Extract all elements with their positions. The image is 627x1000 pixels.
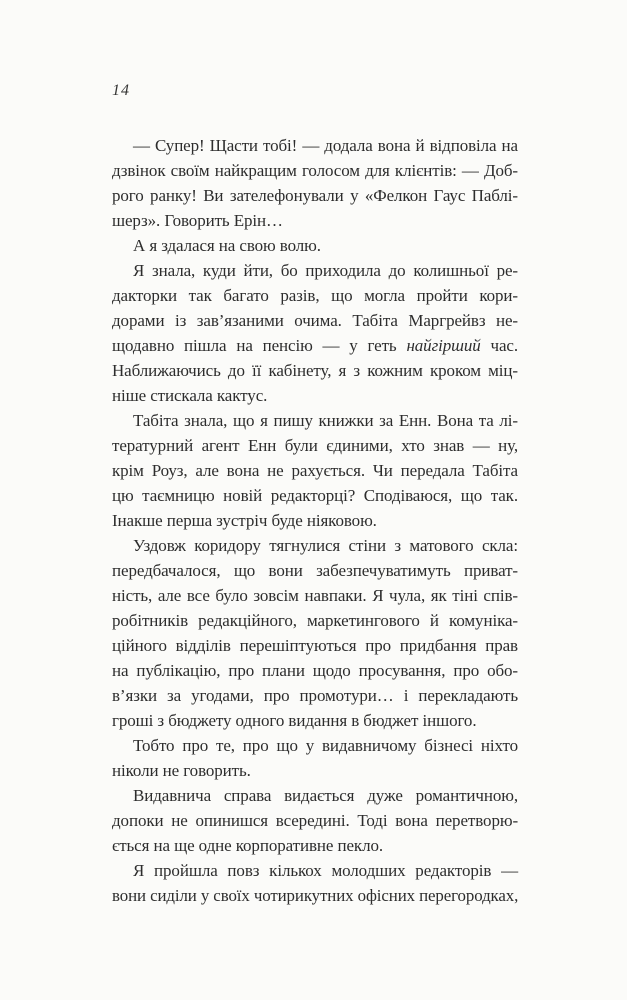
text-segment: Наближаючись до її кабінету, я з кожним кроком міц-: [112, 361, 518, 380]
text-line: [112, 508, 518, 533]
text-segment: ційного відділів перешіптуються про придбання прав: [112, 636, 518, 655]
paragraph: [112, 233, 518, 258]
text-line: [112, 158, 518, 183]
paragraph: [112, 258, 518, 408]
italic-text: найгірший: [406, 336, 481, 355]
text-line: [112, 633, 518, 658]
text-segment: дзвінок своїм найкращим голосом для клієнтів: — Доб-: [112, 161, 518, 180]
text-segment: дорами із зав’язаними очима. Табіта Маргрейвз не-: [112, 311, 518, 330]
text-segment: ється на ще одне корпоративне пекло.: [112, 836, 384, 855]
text-line: [112, 883, 519, 908]
text-segment: час.: [480, 336, 518, 355]
text-segment: передбачалося, що вони забезпечуватимуть приват-: [112, 561, 518, 580]
text-segment: — Супер! Щасти тобі! — додала вона й відповіла на: [133, 136, 518, 155]
text-line: [112, 358, 518, 383]
paragraph: [112, 408, 518, 533]
text-line: [112, 658, 518, 683]
text-segment: крім Роуз, але вона не рахується. Чи передала Табіта: [112, 461, 518, 480]
text-segment: вони сиділи у своїх чотирикутних офісних перегородках,: [112, 886, 519, 905]
text-line: [112, 558, 518, 583]
text-segment: цю таємницю новій редакторці? Сподіваюся, що так.: [112, 486, 518, 505]
text-segment: на публікацію, про плани щодо просування, про обо-: [112, 661, 518, 680]
text-line: [112, 833, 518, 858]
paragraph: [112, 133, 518, 233]
text-line: [112, 733, 518, 758]
text-line: [112, 283, 518, 308]
text-line: [112, 308, 518, 333]
paragraph: [112, 783, 518, 858]
text-line: [112, 133, 518, 158]
text-line: [112, 758, 518, 783]
text-segment: гроші з бюджету одного видання в бюджет іншого.: [112, 711, 477, 730]
text-segment: Тобто про те, про що у видавничому бізнесі ніхто: [133, 736, 518, 755]
text-line: [112, 533, 518, 558]
text-line: [112, 258, 518, 283]
text-segment: тературний агент Енн були єдиними, хто знав — ну,: [112, 436, 518, 455]
text-segment: А я здалася на свою волю.: [133, 236, 321, 255]
text-line: [112, 208, 518, 233]
paragraph: [112, 858, 518, 908]
text-line: [112, 708, 518, 733]
text-segment: щодавно пішла на пенсію — у геть: [112, 336, 407, 355]
text-segment: Я пройшла повз кількох молодших редакторів —: [133, 861, 518, 880]
text-line: [112, 808, 518, 833]
paragraph: [112, 533, 518, 733]
text-segment: ніше стискала кактус.: [112, 386, 268, 405]
text-line: [112, 333, 518, 358]
text-segment: робітників редакційного, маркетингового й комуніка-: [112, 611, 518, 630]
text-segment: Табіта знала, що я пишу книжки за Енн. Вона та лі-: [133, 411, 518, 430]
text-segment: Уздовж коридору тягнулися стіни з матового скла:: [133, 536, 518, 555]
text-line: [112, 583, 518, 608]
text-segment: шерз». Говорить Ерін…: [112, 211, 283, 230]
text-line: [112, 183, 518, 208]
text-segment: Інакше перша зустріч буде ніяковою.: [112, 511, 377, 530]
text-line: [112, 408, 518, 433]
text-segment: в’язки за угодами, про промотури… і перекладають: [112, 686, 518, 705]
text-line: [112, 458, 518, 483]
text-segment: рого ранку! Ви зателефонували у «Фелкон Гаус Паблі-: [112, 186, 518, 205]
text-segment: дакторки так багато разів, що могла пройти кори-: [112, 286, 518, 305]
text-line: [112, 233, 518, 258]
text-line: [112, 783, 518, 808]
text-line: [112, 433, 518, 458]
text-segment: Видавнича справа видається дуже романтичною,: [133, 786, 518, 805]
text-line: [112, 483, 518, 508]
text-segment: допоки не опинишся всередині. Тоді вона перетворю-: [112, 811, 518, 830]
text-line: [112, 858, 518, 883]
text-segment: ність, але все було зовсім навпаки. Я чула, як тіні спів-: [112, 586, 518, 605]
paragraph: [112, 733, 518, 783]
page-number: 14: [112, 82, 130, 99]
text-block: [112, 133, 518, 908]
text-line: [112, 683, 518, 708]
text-segment: Я знала, куди йти, бо приходила до колишньої ре-: [133, 261, 518, 280]
text-segment: ніколи не говорить.: [112, 761, 251, 780]
text-line: [112, 383, 518, 408]
text-line: [112, 608, 518, 633]
